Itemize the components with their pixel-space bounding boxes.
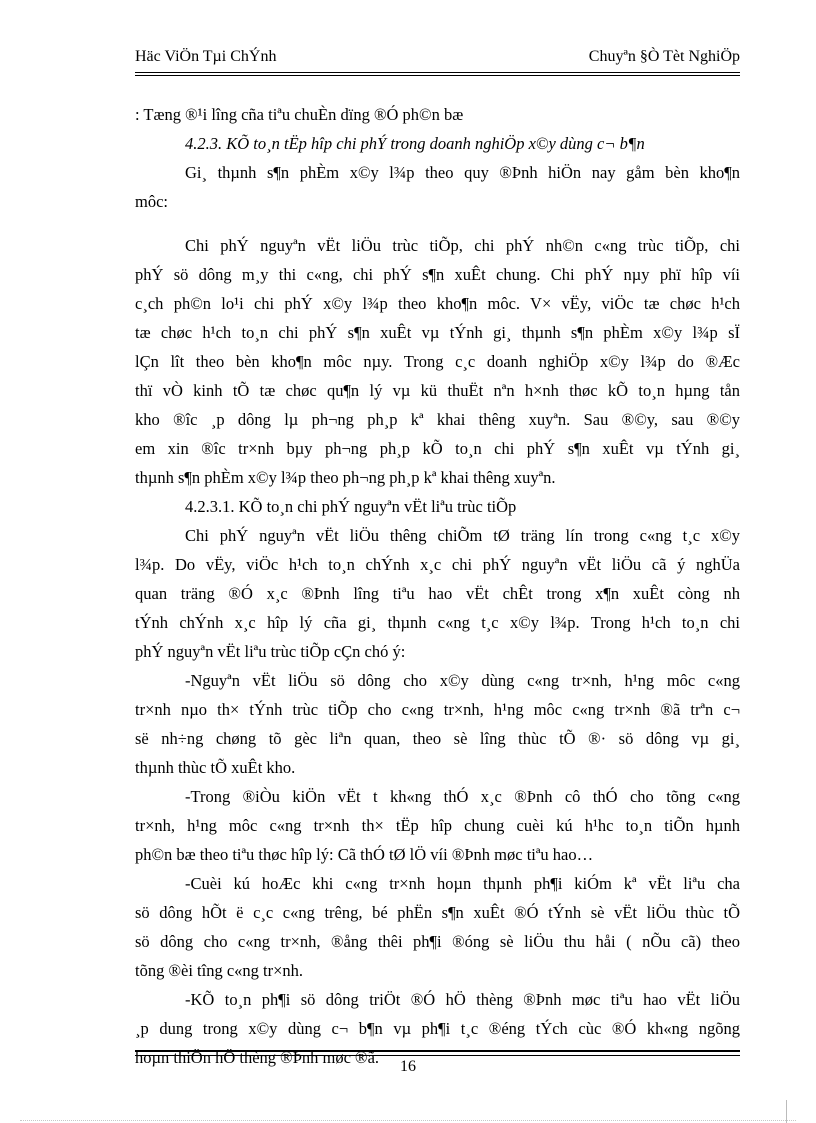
paragraph-line: l¾p. Do vËy, viÖc h¹ch to¸n chÝnh x¸c chi phÝ nguyªn vËt liÖu cã ý nghÜa (135, 555, 740, 574)
section-heading: 4.2.3. KÕ to¸n tËp hîp chi phÝ trong doanh nghiÖp x©y dùng c¬ b¶n (185, 134, 645, 153)
paragraph-line: quan träng ®Ó x¸c ®Þnh lîng tiªu hao vËt chÊt trong x¶n xuÊt còng nh (135, 584, 740, 603)
paragraph-line: sö dông hÕt ë c¸c c«ng trêng, bé phËn s¶n xuÊt ®Ó tÝnh sè vËt liÖu thùc tÕ (135, 903, 740, 922)
paragraph-line: sö dông cho c«ng tr×nh, ®ång thêi ph¶i ®óng sè liÖu thu håi ( nÕu cã) theo (135, 932, 740, 951)
paragraph-line: kho ®îc ¸p dông lµ ph¬ng ph¸p kª khai thêng xuyªn. Sau ®©y, sau ®©y (135, 410, 740, 429)
header-institution: Häc ViÖn Tµi ChÝnh (135, 48, 277, 65)
text-line: : Tæng ®¹i lîng cña tiªu chuÈn dïng ®Ó ph©n bæ (135, 105, 464, 124)
paragraph-line: Chi phÝ nguyªn vËt liÖu thêng chiÕm tØ träng lín trong c«ng t¸c x©y (185, 526, 740, 545)
header-thesis-title: Chuyªn §Ò Tèt NghiÖp (588, 48, 740, 65)
paragraph-line: thï vÒ kinh tÕ tæ chøc qu¶n lý vµ kü thuËt nªn h×nh thøc kÕ to¸n hµng tån (135, 381, 740, 400)
paragraph-line: -Nguyªn vËt liÖu sö dông cho x©y dùng c«ng tr×nh, h¹ng môc c«ng (185, 671, 740, 690)
subsection-heading: 4.2.3.1. KÕ to¸n chi phÝ nguyªn vËt liªu trùc tiÕp (185, 497, 517, 516)
paragraph-line: môc: (135, 192, 168, 211)
paragraph-line: tr×nh nµo th× tÝnh trùc tiÕp cho c«ng tr×nh, h¹ng môc c«ng tr×nh ®ã trªn c¬ (135, 700, 740, 719)
footer-rule-secondary (135, 1055, 740, 1056)
paragraph-line: tr×nh, h¹ng môc c«ng tr×nh th× tËp hîp chung cuèi kú h¹hc to¸n tiÕn hµnh (135, 816, 740, 835)
header-rule (135, 72, 740, 73)
paragraph-line: tÝnh chÝnh x¸c hîp lý cña gi¸ thµnh c«ng t¸c x©y l¾p. Trong h¹ch to¸n chi (135, 613, 740, 632)
page-number: 16 (400, 1058, 416, 1075)
paragraph-line: thµnh s¶n phÈm x©y l¾p theo ph¬ng ph¸p kª khai thêng xuyªn. (135, 468, 556, 487)
paragraph-line: hoµn thiÖn hÖ thèng ®Þnh møc ®ã. (135, 1048, 380, 1067)
paragraph-line: -Trong ®iÒu kiÖn vËt t kh«ng thÓ x¸c ®Þnh cô thÓ cho tõng c«ng (185, 787, 740, 806)
header-rule-secondary (135, 75, 740, 76)
paragraph-line: phÝ sö dông m¸y thi c«ng, chi phÝ s¶n xuÊt chung. Chi phÝ nµy phï hîp víi (135, 265, 740, 284)
paragraph-line: tæ chøc h¹ch to¸n chi phÝ s¶n xuÊt vµ tÝnh gi¸ thµnh s¶n phÈm x©y l¾p sÏ (135, 323, 740, 342)
paragraph-line: em xin ®îc tr×nh bµy ph¬ng ph¸p kÕ to¸n chi phÝ s¶n xuÊt vµ tÝnh gi¸ (135, 439, 740, 458)
page-edge-guide (20, 1120, 796, 1121)
footer-rule (135, 1050, 740, 1052)
paragraph-line: ph©n bæ theo tiªu thøc hîp lý: Cã thÓ tØ lÖ víi ®Þnh møc tiªu hao… (135, 845, 594, 864)
page-header (135, 48, 740, 70)
paragraph-line: ¸p dung trong x©y dùng c¬ b¶n vµ ph¶i t¸c ®éng tÝch cùc ®Ó kh«ng ngõng (135, 1019, 740, 1038)
paragraph-line: së nh÷ng chøng tõ gèc liªn quan, theo sè lîng thùc tÕ ®· sö dông vµ gi¸ (135, 729, 740, 748)
paragraph-line: Chi phÝ nguyªn vËt liÖu trùc tiÕp, chi phÝ nh©n c«ng trùc tiÕp, chi (185, 236, 740, 255)
paragraph-line: lÇn lît theo bèn kho¶n môc nµy. Trong c¸c doanh nghiÖp x©y l¾p do ®Æc (135, 352, 740, 371)
paragraph-line: c¸ch ph©n lo¹i chi phÝ x©y l¾p theo kho¶n môc. V× vËy, viÖc tæ chøc h¹ch (135, 294, 740, 313)
paragraph-line: phÝ nguyªn vËt liªu trùc tiÕp cÇn chó ý: (135, 642, 406, 661)
page-corner-mark (786, 1100, 787, 1123)
paragraph-line: Gi¸ thµnh s¶n phÈm x©y l¾p theo quy ®Þnh hiÖn nay gåm bèn kho¶n (185, 163, 740, 182)
paragraph-line: -KÕ to¸n ph¶i sö dông triÖt ®Ó hÖ thèng ®Þnh møc tiªu hao vËt liÖu (185, 990, 740, 1009)
paragraph-line: tõng ®èi tîng c«ng tr×nh. (135, 961, 304, 980)
paragraph-line: thµnh thùc tÕ xuÊt kho. (135, 758, 296, 777)
paragraph-line: -Cuèi kú hoÆc khi c«ng tr×nh hoµn thµnh ph¶i kiÓm kª vËt liªu cha (185, 874, 740, 893)
